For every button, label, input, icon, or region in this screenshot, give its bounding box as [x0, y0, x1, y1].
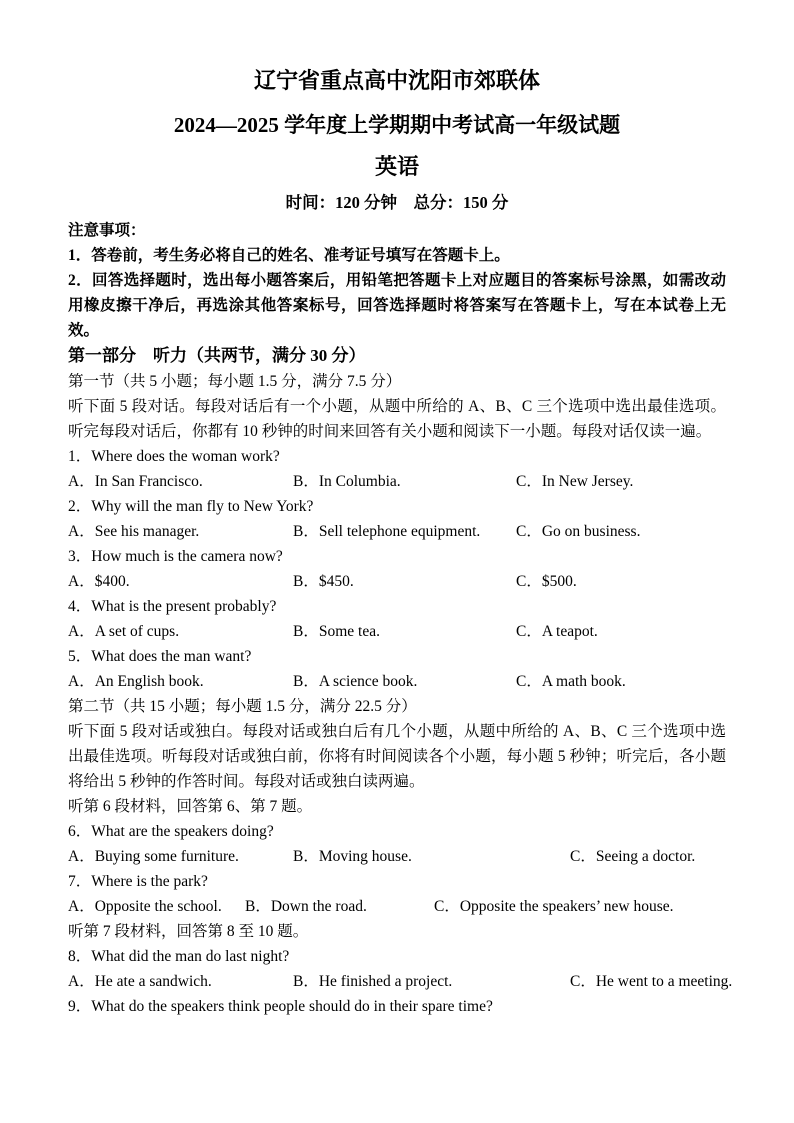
question-6-prompt: 6．What are the speakers doing?: [68, 823, 274, 840]
question-7-option-c: C．Opposite the speakers’ new house.: [434, 898, 674, 915]
part1-heading: 第一部分 听力（共两节，满分 30 分）: [68, 346, 366, 365]
notice-heading: 注意事项：: [68, 222, 146, 239]
question-3-option-a: A．$400.: [68, 573, 130, 590]
question-8-options: [68, 969, 733, 994]
question-2-option-c: C．Go on business.: [516, 523, 641, 540]
question-3-option-c: C．$500.: [516, 573, 577, 590]
question-7-option-b: B．Down the road.: [245, 898, 367, 915]
question-6-option-a: A．Buying some furniture.: [68, 848, 239, 865]
question-7-options: [68, 894, 726, 919]
question-7-prompt: 7．Where is the park?: [68, 873, 208, 890]
question-2-option-b: B．Sell telephone equipment.: [293, 523, 481, 540]
exam-title: 辽宁省重点高中沈阳市郊联体: [253, 68, 540, 93]
question-6-option-b: B．Moving house.: [293, 848, 412, 865]
question-5-options: [68, 669, 726, 694]
exam-subtitle: 2024—2025 学年度上学期期中考试高一年级试题: [173, 113, 621, 137]
question-4-option-a: A．A set of cups.: [68, 623, 180, 640]
question-4-options: [68, 619, 726, 644]
question-8-prompt: 8．What did the man do last night?: [68, 948, 290, 965]
question-2-prompt: 2．Why will the man fly to New York?: [68, 498, 314, 515]
question-2-options: [68, 519, 726, 544]
notice-item-1: 1．答卷前，考生务必将自己的姓名、准考证号填写在答题卡上。: [68, 247, 510, 264]
question-1-option-c: C．In New Jersey.: [516, 473, 634, 490]
section2-heading: 第二节（共 15 小题；每小题 1.5 分，满分 22.5 分）: [68, 698, 417, 715]
section1-instructions: 听下面 5 段对话。每段对话后有一个小题，从题中所给的 A、B、C 三个选项中选出最佳选项。听完每段对话后，你都有 10 秒钟的时间来回答有关小题和阅读下一小题。每段对话仅读一遍。: [68, 398, 726, 440]
section1-heading: 第一节（共 5 小题；每小题 1.5 分，满分 7.5 分）: [68, 373, 402, 390]
question-6-options: [68, 844, 726, 869]
question-5-option-b: B．A science book.: [293, 673, 418, 690]
question-1-option-b: B．In Columbia.: [293, 473, 401, 490]
question-3-options: [68, 569, 726, 594]
question-1-prompt: 1．Where does the woman work?: [68, 448, 280, 465]
question-5-option-c: C．A math book.: [516, 673, 626, 690]
question-6-option-c: C．Seeing a doctor.: [570, 848, 696, 865]
question-4-option-b: B．Some tea.: [293, 623, 380, 640]
question-7-option-a: A．Opposite the school.: [68, 898, 222, 915]
subject-title: 英语: [374, 154, 419, 179]
question-1-options: [68, 469, 726, 494]
material-6-note: 听第 6 段材料，回答第 6、第 7 题。: [68, 798, 313, 815]
exam-time-score-info: 时间：120 分钟 总分：150 分: [285, 193, 509, 212]
question-4-option-c: C．A teapot.: [516, 623, 598, 640]
section2-instructions: 听下面 5 段对话或独白。每段对话或独白后有几个小题，从题中所给的 A、B、C 三个选项中选出最佳选项。听每段对话或独白前，你将有时间阅读各个小题，每小题 5 秒钟；听完后，各小题将给出 5 秒钟的作答时间。每段对话或独白读两遍。: [68, 723, 726, 790]
question-5-prompt: 5．What does the man want?: [68, 648, 252, 665]
question-2-option-a: A．See his manager.: [68, 523, 200, 540]
question-8-option-a: A．He ate a sandwich.: [68, 973, 212, 990]
notice-item-2: 2．回答选择题时，选出每小题答案后，用铅笔把答题卡上对应题目的答案标号涂黑，如需改动用橡皮擦干净后，再选涂其他答案标号，回答选择题时将答案写在答题卡上，写在本试卷上无效。: [68, 272, 726, 339]
question-3-option-b: B．$450.: [293, 573, 354, 590]
question-3-prompt: 3．How much is the camera now?: [68, 548, 283, 565]
question-1-option-a: A．In San Francisco.: [68, 473, 203, 490]
question-8-option-c: C．He went to a meeting.: [570, 973, 733, 990]
question-5-option-a: A．An English book.: [68, 673, 204, 690]
material-7-note: 听第 7 段材料，回答第 8 至 10 题。: [68, 923, 309, 940]
question-4-prompt: 4．What is the present probably?: [68, 598, 277, 615]
question-8-option-b: B．He finished a project.: [293, 973, 453, 990]
question-9-prompt: 9．What do the speakers think people should do in their spare time?: [68, 998, 493, 1015]
